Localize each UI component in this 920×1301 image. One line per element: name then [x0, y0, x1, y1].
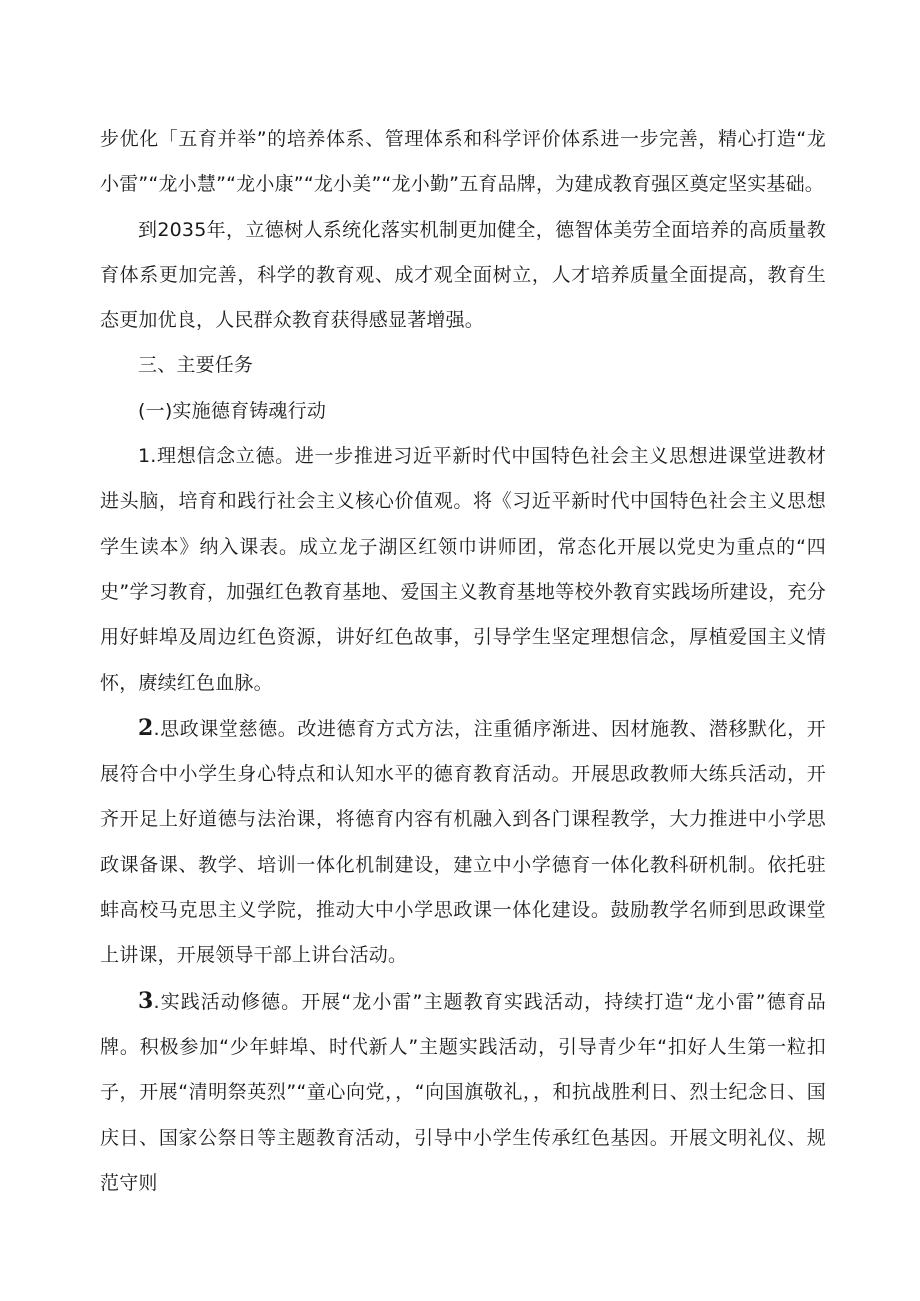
item-2-text: .思政课堂慈德。改进德育方式方法，注重循序渐进、因材施教、潜移默化，开展符合中小学生身心特点和认知水平的德育教育活动。开展思政教师大练兵活动，开齐开足上好道德与法治课，将德育内容有机融入到各门课程教学，大力推进中小学思政课备课、教学、培训一体化机制建设，建立中小学德育一体化教科研机制。依托驻蚌高校马克思主义学院，推动大中小学思政课一体化建设。鼓励教学名师到思政课堂上讲课，开展领导干部上讲台活动。	[100, 717, 826, 967]
item-3-number: 3	[138, 987, 154, 1014]
paragraph-item-2	[100, 706, 826, 979]
paragraph-item-1: 1.理想信念立德。进一步推进习近平新时代中国特色社会主义思想进课堂进教材进头脑，培育和践行社会主义核心价值观。将《习近平新时代中国特色社会主义思想学生读本》纳入课表。成立龙子湖区红领巾讲师团，常态化开展以党史为重点的“四史”学习教育，加强红色教育基地、爱国主义教育基地等校外教育实践场所建设，充分用好蚌埠及周边红色资源，讲好红色故事，引导学生坚定理想信念，厚植爱国主义情怀，赓续红色血脉。	[100, 445, 826, 694]
subsection-heading-moral-education: (一)实施德育铸魂行动	[138, 399, 327, 422]
section-heading-main-tasks: 三、主要任务	[138, 354, 254, 377]
paragraph-continuation: 步优化「五育并举”的培养体系、管理体系和科学评价体系进一步完善，精心打造“龙小雷”“龙小慧”“龙小康”“龙小美”“龙小勤”五育品牌，为建成教育强区奠定坚实基础。	[100, 128, 826, 196]
document-body	[100, 117, 826, 1206]
item-3-text: .实践活动修德。开展“龙小雷”主题教育实践活动，持续打造“龙小雷”德育品牌。积极参加“少年蚌埠、时代新人”主题实践活动，引导青少年“扣好人生第一粒扣子，开展“清明祭英烈”“童心向党，，“向国旗敬礼，，和抗战胜利日、烈士纪念日、国庆日、国家公祭日等主题教育活动，引导中小学生传承红色基因。开展文明礼仪、规范守则	[100, 990, 826, 1194]
item-2-number: 2	[138, 714, 154, 741]
paragraph-2035-goal: 到2035年，立德树人系统化落实机制更加健全，德智体美劳全面培养的高质量教育体系更加完善，科学的教育观、成才观全面树立，人才培养质量全面提高，教育生态更加优良，人民群众教育获得感显著增强。	[100, 218, 826, 332]
paragraph-item-3	[100, 979, 826, 1206]
